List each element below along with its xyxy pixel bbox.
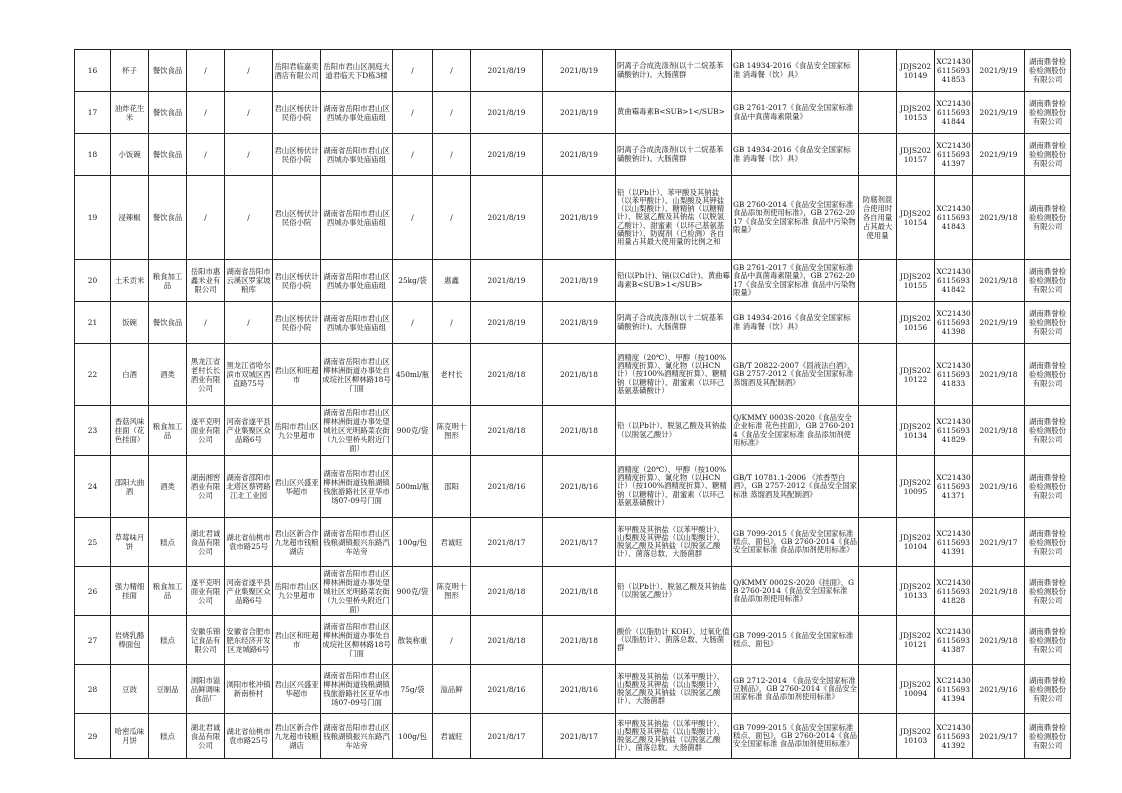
cell-testing-organization: 湖南鼎誉检验检测股份有限公司	[1025, 176, 1071, 260]
results-table-body	[75, 50, 1071, 759]
cell-seller-name: 岳阳市君山区九公里超市	[273, 406, 321, 456]
cell-test-items: 阴离子合成洗涤剂(以十二烷基苯磺酸钠计)、大肠菌群	[616, 134, 732, 176]
cell-testing-organization: 湖南鼎誉检验检测股份有限公司	[1025, 567, 1071, 616]
cell-standard: Q/KMMY 0002S-2020《挂面》，GB 2760-2014《食品安全国家标准 食品添加剂使用标准》	[732, 567, 859, 616]
cell-seller-address: 湖南省岳阳市君山区西城办事处庙庙组	[321, 134, 393, 176]
cell-production-date: 2021/8/19	[471, 92, 543, 134]
cell-sample-number: XC21430611569341853	[935, 50, 973, 92]
cell-food-category: 糕点	[149, 518, 187, 567]
table-row	[75, 665, 1071, 714]
cell-manufacturer-address: 河南省遂平县产业集聚区众品路6号	[225, 406, 273, 456]
cell-row-number: 19	[75, 176, 111, 260]
cell-production-date: 2021/8/19	[471, 176, 543, 260]
cell-production-date: 2021/8/19	[471, 134, 543, 176]
cell-product-name: 油炸花生米	[111, 92, 149, 134]
cell-product-name: 强力精细挂面	[111, 567, 149, 616]
cell-seller-address: 湖南省岳阳市君山区西城办事处庙庙组	[321, 176, 393, 260]
cell-food-category: 餐饮食品	[149, 92, 187, 134]
cell-manufacturer-name: 湖北君诚食品有限公司	[187, 518, 225, 567]
cell-food-category: 餐饮食品	[149, 176, 187, 260]
cell-row-number: 29	[75, 714, 111, 759]
cell-specification: 450ml/瓶	[393, 344, 433, 406]
cell-remark	[859, 344, 897, 406]
cell-manufacturer-name: 黑龙江省老村长长酒业有限公司	[187, 344, 225, 406]
cell-sample-number: XC21430611569341392	[935, 714, 973, 759]
cell-testing-organization: 湖南鼎誉检验检测股份有限公司	[1025, 50, 1071, 92]
cell-test-items: 铅（以Pb计）、苯甲酸及其钠盐（以苯甲酸计）、山梨酸及其钾盐（以山梨酸计）、糖精钠（以糖精计）、脱氢乙酸及其钠盐（以脱氢乙酸计）、甜蜜素（以环己基氨基磺酸计）、防腐剂（已检测）各自用量占其最大使用量的比例之和	[616, 176, 732, 260]
cell-product-name: 饭碗	[111, 302, 149, 344]
cell-seller-address: 湖南省岳阳市君山区西城办事处庙庙组	[321, 302, 393, 344]
cell-manufacturer-name: /	[187, 176, 225, 260]
cell-testing-organization: 湖南鼎誉检验检测股份有限公司	[1025, 714, 1071, 759]
cell-row-number: 22	[75, 344, 111, 406]
cell-manufacturer-name: 岳阳市惠鑫米业有限公司	[187, 260, 225, 302]
cell-sampling-date: 2021/8/16	[543, 456, 616, 518]
table-row	[75, 260, 1071, 302]
cell-test-items: 黄曲霉毒素B<SUB>1</SUB>	[616, 92, 732, 134]
cell-sampling-date: 2021/8/19	[543, 302, 616, 344]
cell-report-number: JDJS20210155	[897, 260, 935, 302]
cell-row-number: 26	[75, 567, 111, 616]
cell-seller-name: 君山区杨伏计民俗小院	[273, 260, 321, 302]
cell-seller-address: 湖南省岳阳市君山区柳林洲街道办事处自成垸社区柳林路18号门面	[321, 344, 393, 406]
table-row	[75, 302, 1071, 344]
cell-seller-address: 湖南省岳阳市君山区柳林洲街道办事处望城社区光明路菜农街（九公里桥头附近门面）	[321, 567, 393, 616]
cell-report-date: 2021/9/18	[973, 344, 1025, 406]
cell-food-category: 粮食加工品	[149, 567, 187, 616]
cell-standard: GB 2761-2017《食品安全国家标准 食品中真菌毒素限量》	[732, 92, 859, 134]
cell-report-date: 2021/9/16	[973, 665, 1025, 714]
cell-standard: GB 14934-2016《食品安全国家标准 消毒餐（饮）具》	[732, 302, 859, 344]
cell-report-date: 2021/9/19	[973, 92, 1025, 134]
cell-row-number: 18	[75, 134, 111, 176]
table-row	[75, 567, 1071, 616]
cell-manufacturer-address: 安徽省合肥市肥东经济开发区龙城路6号	[225, 616, 273, 665]
cell-seller-address: 湖南省岳阳市君山区西城办事处庙庙组	[321, 260, 393, 302]
cell-brand: 陈克明十图形	[433, 567, 471, 616]
cell-brand: 惠鑫	[433, 260, 471, 302]
cell-test-items: 苯甲酸及其钠盐（以苯甲酸计）、山梨酸及其钾盐（以山梨酸计）、脱氢乙酸及其钠盐（以脱氢乙酸计）、菌落总数、大肠菌群	[616, 518, 732, 567]
cell-seller-address: 湖南省岳阳市君山区钱粮湖镇振兴东路汽车站旁	[321, 518, 393, 567]
cell-production-date: 2021/8/19	[471, 50, 543, 92]
cell-report-number: JDJS20210122	[897, 344, 935, 406]
cell-food-category: 餐饮食品	[149, 134, 187, 176]
cell-sampling-date: 2021/8/19	[543, 260, 616, 302]
cell-remark	[859, 616, 897, 665]
cell-sampling-date: 2021/8/17	[543, 714, 616, 759]
cell-specification: 500ml/瓶	[393, 456, 433, 518]
cell-test-items: 苯甲酸及其钠盐（以苯甲酸计）、山梨酸及其钾盐（以山梨酸计）、脱氢乙酸及其钠盐（以脱氢乙酸计）、菌落总数、大肠菌群	[616, 714, 732, 759]
cell-brand: 老村长	[433, 344, 471, 406]
cell-sample-number: XC21430611569341394	[935, 665, 973, 714]
cell-report-number: JDJS20210104	[897, 518, 935, 567]
cell-row-number: 27	[75, 616, 111, 665]
cell-report-date: 2021/9/18	[973, 260, 1025, 302]
cell-production-date: 2021/8/19	[471, 260, 543, 302]
cell-test-items: 酒精度（20℃）、甲醇（按100%酒精度折算）、氰化物（以HCN计）（按100%酒精度折算）、糖精钠（以糖精计）、甜蜜素（以环己基氨基磺酸计）	[616, 344, 732, 406]
cell-sampling-date: 2021/8/18	[543, 616, 616, 665]
table-row	[75, 50, 1071, 92]
cell-seller-name: 君山区和旺超市	[273, 344, 321, 406]
cell-row-number: 23	[75, 406, 111, 456]
cell-seller-name: 君山区新合作九龙超市钱粮湖店	[273, 518, 321, 567]
cell-sample-number: XC21430611569341387	[935, 616, 973, 665]
cell-sample-number: XC21430611569341844	[935, 92, 973, 134]
cell-standard: GB 14934-2016《食品安全国家标准 消毒餐（饮）具》	[732, 50, 859, 92]
cell-specification: /	[393, 50, 433, 92]
table-row	[75, 616, 1071, 665]
cell-product-name: 豆豉	[111, 665, 149, 714]
cell-product-name: 草莓味月饼	[111, 518, 149, 567]
cell-sampling-date: 2021/8/16	[543, 665, 616, 714]
cell-report-number: JDJS20210121	[897, 616, 935, 665]
table-row	[75, 456, 1071, 518]
cell-test-items: 酸价（以脂肪计 KOH）、过氧化值（以脂肪计）、菌落总数、大肠菌群	[616, 616, 732, 665]
cell-report-number: JDJS20210103	[897, 714, 935, 759]
table-row	[75, 134, 1071, 176]
cell-seller-address: 湖南省岳阳市君山区钱粮湖镇振兴东路汽车站旁	[321, 714, 393, 759]
cell-report-number: JDJS20210149	[897, 50, 935, 92]
cell-brand: /	[433, 302, 471, 344]
cell-report-number: JDJS20210156	[897, 302, 935, 344]
cell-product-name: 香菇风味挂面（花色挂面）	[111, 406, 149, 456]
cell-report-date: 2021/9/19	[973, 302, 1025, 344]
cell-specification: 100g/包	[393, 714, 433, 759]
cell-seller-address: 湖南省岳阳市君山区柳林洲街道钱粮湖镇钱旅游路社区亚华市场07-09号门面	[321, 665, 393, 714]
cell-manufacturer-name: 安徽乐锦记食品有限公司	[187, 616, 225, 665]
table-row	[75, 518, 1071, 567]
cell-specification: /	[393, 92, 433, 134]
cell-sampling-date: 2021/8/19	[543, 176, 616, 260]
cell-sampling-date: 2021/8/18	[543, 567, 616, 616]
results-table	[74, 49, 1071, 759]
cell-product-name: 哈密瓜味月饼	[111, 714, 149, 759]
cell-manufacturer-address: /	[225, 134, 273, 176]
cell-brand: 君诚旺	[433, 518, 471, 567]
cell-food-category: 餐饮食品	[149, 50, 187, 92]
cell-seller-name: 君山区兴盛亚华超市	[273, 665, 321, 714]
cell-specification: /	[393, 134, 433, 176]
cell-sample-number: XC21430611569341398	[935, 302, 973, 344]
cell-row-number: 24	[75, 456, 111, 518]
cell-manufacturer-address: /	[225, 92, 273, 134]
cell-product-name: 白酒	[111, 344, 149, 406]
cell-standard: GB 7099-2015《食品安全国家标准 糕点、面包》	[732, 616, 859, 665]
cell-manufacturer-address: 浏阳市枨冲镇新南桥村	[225, 665, 273, 714]
cell-product-name: 小饭碗	[111, 134, 149, 176]
cell-remark	[859, 714, 897, 759]
cell-brand: /	[433, 50, 471, 92]
cell-test-items: 阴离子合成洗涤剂(以十二烷基苯磺酸钠计)、大肠菌群	[616, 302, 732, 344]
cell-brand: 陈克明十图形	[433, 406, 471, 456]
cell-sampling-date: 2021/8/19	[543, 92, 616, 134]
cell-testing-organization: 湖南鼎誉检验检测股份有限公司	[1025, 92, 1071, 134]
cell-product-name: 岩烧乳酪棒面包	[111, 616, 149, 665]
cell-test-items: 苯甲酸及其钠盐（以苯甲酸计）、山梨酸及其钾盐（以山梨酸计）、脱氢乙酸及其钠盐（以脱氢乙酸计）、大肠菌群	[616, 665, 732, 714]
cell-standard: GB 7099-2015《食品安全国家标准 糕点、面包》，GB 2760-2014《食品安全国家标准 食品添加剂使用标准》	[732, 518, 859, 567]
cell-brand: /	[433, 616, 471, 665]
cell-report-number: JDJS20210094	[897, 665, 935, 714]
cell-product-name: 浸辣椒	[111, 176, 149, 260]
cell-standard: GB 2761-2017《食品安全国家标准 食品中真菌毒素限量》，GB 2762-2017《食品安全国家标准 食品中污染物限量》	[732, 260, 859, 302]
cell-food-category: 豆制品	[149, 665, 187, 714]
cell-sampling-date: 2021/8/18	[543, 344, 616, 406]
cell-test-items: 铅（以Pb计）、脱氢乙酸及其钠盐（以脱氢乙酸计）	[616, 406, 732, 456]
cell-testing-organization: 湖南鼎誉检验检测股份有限公司	[1025, 616, 1071, 665]
cell-food-category: 粮食加工品	[149, 406, 187, 456]
cell-remark	[859, 406, 897, 456]
cell-report-number: JDJS20210134	[897, 406, 935, 456]
cell-report-number: JDJS20210157	[897, 134, 935, 176]
cell-sample-number: XC21430611569341391	[935, 518, 973, 567]
cell-standard: Q/KMMY 0003S-2020《食品安全企业标准 花色挂面》，GB 2760-2014《食品安全国家标准 食品添加剂使用标准》	[732, 406, 859, 456]
cell-test-items: 铅（以Pb计）、脱氢乙酸及其钠盐（以脱氢乙酸计）	[616, 567, 732, 616]
cell-manufacturer-address: /	[225, 50, 273, 92]
cell-report-date: 2021/9/19	[973, 50, 1025, 92]
inspection-results-sheet	[74, 49, 1066, 759]
cell-food-category: 餐饮食品	[149, 302, 187, 344]
cell-seller-name: 岳阳市君山区九公里超市	[273, 567, 321, 616]
table-row	[75, 92, 1071, 134]
cell-product-name: 土禾贡米	[111, 260, 149, 302]
cell-food-category: 粮食加工品	[149, 260, 187, 302]
cell-testing-organization: 湖南鼎誉检验检测股份有限公司	[1025, 260, 1071, 302]
table-row	[75, 406, 1071, 456]
cell-report-number: JDJS20210153	[897, 92, 935, 134]
cell-production-date: 2021/8/16	[471, 456, 543, 518]
cell-product-name: 杯子	[111, 50, 149, 92]
cell-row-number: 20	[75, 260, 111, 302]
cell-row-number: 17	[75, 92, 111, 134]
cell-manufacturer-address: /	[225, 302, 273, 344]
cell-sample-number: XC21430611569341397	[935, 134, 973, 176]
cell-specification: /	[393, 302, 433, 344]
cell-testing-organization: 湖南鼎誉检验检测股份有限公司	[1025, 665, 1071, 714]
cell-sampling-date: 2021/8/17	[543, 518, 616, 567]
cell-seller-name: 君山区杨伏计民俗小院	[273, 92, 321, 134]
table-row	[75, 176, 1071, 260]
cell-remark	[859, 92, 897, 134]
cell-standard: GB 7099-2015《食品安全国家标准 糕点、面包》，GB 2760-2014《食品安全国家标准 食品添加剂使用标准》	[732, 714, 859, 759]
cell-sampling-date: 2021/8/19	[543, 134, 616, 176]
cell-production-date: 2021/8/17	[471, 714, 543, 759]
cell-row-number: 16	[75, 50, 111, 92]
cell-remark	[859, 665, 897, 714]
cell-specification: 100g/包	[393, 518, 433, 567]
cell-manufacturer-name: /	[187, 302, 225, 344]
cell-sampling-date: 2021/8/18	[543, 406, 616, 456]
cell-seller-name: 君山区兴盛亚华超市	[273, 456, 321, 518]
cell-food-category: 酒类	[149, 456, 187, 518]
cell-specification: /	[393, 176, 433, 260]
cell-sample-number: XC21430611569341833	[935, 344, 973, 406]
cell-brand: 溢品鲜	[433, 665, 471, 714]
cell-production-date: 2021/8/19	[471, 302, 543, 344]
cell-sample-number: XC21430611569341828	[935, 567, 973, 616]
cell-seller-address: 湖南省岳阳市君山区柳林洲街道办事处望城社区光明路菜农街（九公里桥头附近门面）	[321, 406, 393, 456]
cell-testing-organization: 湖南鼎誉检验检测股份有限公司	[1025, 406, 1071, 456]
cell-brand: /	[433, 92, 471, 134]
cell-testing-organization: 湖南鼎誉检验检测股份有限公司	[1025, 456, 1071, 518]
cell-manufacturer-address: 黑龙江省哈尔滨市双城区西直路75号	[225, 344, 273, 406]
cell-manufacturer-name: /	[187, 50, 225, 92]
cell-report-date: 2021/9/18	[973, 406, 1025, 456]
cell-brand: 君诚旺	[433, 714, 471, 759]
cell-seller-address: 岳阳市君山区洞庭大道君临天下D栋3楼	[321, 50, 393, 92]
cell-food-category: 糕点	[149, 616, 187, 665]
cell-sample-number: XC21430611569341371	[935, 456, 973, 518]
cell-brand: /	[433, 176, 471, 260]
cell-product-name: 邵阳大曲酒	[111, 456, 149, 518]
table-row	[75, 714, 1071, 759]
cell-manufacturer-address: 湖北省仙桃市袁市路25号	[225, 714, 273, 759]
cell-report-number: JDJS20210133	[897, 567, 935, 616]
cell-specification: 900克/袋	[393, 406, 433, 456]
cell-test-items: 铅(以Pb计)、镉(以Cd计)、黄曲霉毒素B<SUB>1</SUB>	[616, 260, 732, 302]
cell-remark	[859, 50, 897, 92]
cell-standard: GB 14934-2016《食品安全国家标准 消毒餐（饮）具》	[732, 134, 859, 176]
cell-manufacturer-name: 浏阳市溢品鲜调味食品厂	[187, 665, 225, 714]
cell-production-date: 2021/8/18	[471, 616, 543, 665]
cell-production-date: 2021/8/18	[471, 344, 543, 406]
cell-report-number: JDJS20210095	[897, 456, 935, 518]
cell-seller-name: 岳阳君临嘉奕酒店有限公司	[273, 50, 321, 92]
cell-report-date: 2021/9/16	[973, 456, 1025, 518]
cell-sample-number: XC21430611569341842	[935, 260, 973, 302]
cell-row-number: 25	[75, 518, 111, 567]
cell-manufacturer-address: 湖南省岳阳市云溪区罗家坡粮库	[225, 260, 273, 302]
cell-seller-name: 君山区新合作九龙超市钱粮湖店	[273, 714, 321, 759]
cell-seller-name: 君山区杨伏计民俗小院	[273, 134, 321, 176]
cell-test-items: 酒精度（20℃）、甲醇（按100%酒精度折算）、氰化物（以HCN计）（按100%酒精度折算）、糖精钠（以糖精计）、甜蜜素（以环己基氨基磺酸计）	[616, 456, 732, 518]
cell-remark: 防腐剂混合使用时各自用量占其最大使用量	[859, 176, 897, 260]
cell-manufacturer-address: 河南省遂平县产业集聚区众品路6号	[225, 567, 273, 616]
cell-production-date: 2021/8/16	[471, 665, 543, 714]
cell-sampling-date: 2021/8/19	[543, 50, 616, 92]
cell-manufacturer-address: /	[225, 176, 273, 260]
cell-manufacturer-address: 湖北省仙桃市袁市路25号	[225, 518, 273, 567]
cell-seller-address: 湖南省岳阳市君山区西城办事处庙庙组	[321, 92, 393, 134]
cell-production-date: 2021/8/18	[471, 567, 543, 616]
cell-seller-address: 湖南省岳阳市君山区柳林洲街道办事处自成垸社区柳林路18号门面	[321, 616, 393, 665]
cell-seller-name: 君山区和旺超市	[273, 616, 321, 665]
cell-specification: 900克/袋	[393, 567, 433, 616]
cell-testing-organization: 湖南鼎誉检验检测股份有限公司	[1025, 302, 1071, 344]
cell-report-date: 2021/9/18	[973, 567, 1025, 616]
cell-testing-organization: 湖南鼎誉检验检测股份有限公司	[1025, 344, 1071, 406]
cell-manufacturer-name: 湖北君诚食品有限公司	[187, 714, 225, 759]
cell-row-number: 21	[75, 302, 111, 344]
cell-standard: GB/T 20822-2007《固液法白酒》，GB 2757-2012《食品安全国家标准 蒸馏酒及其配制酒》	[732, 344, 859, 406]
cell-sample-number: XC21430611569341843	[935, 176, 973, 260]
cell-remark	[859, 518, 897, 567]
cell-food-category: 糕点	[149, 714, 187, 759]
cell-manufacturer-name: 遂平克明面业有限公司	[187, 406, 225, 456]
cell-seller-address: 湖南省岳阳市君山区柳林洲街道钱粮湖镇钱旅游路社区亚华市场07-09号门面	[321, 456, 393, 518]
cell-brand: 邵阳	[433, 456, 471, 518]
cell-manufacturer-name: /	[187, 92, 225, 134]
cell-report-date: 2021/9/19	[973, 134, 1025, 176]
cell-production-date: 2021/8/17	[471, 518, 543, 567]
cell-report-date: 2021/9/18	[973, 616, 1025, 665]
cell-standard: GB/T 10781.1-2006 《浓香型白酒》，GB 2757-2012《食品安全国家标准 蒸馏酒及其配制酒》	[732, 456, 859, 518]
cell-food-category: 酒类	[149, 344, 187, 406]
cell-testing-organization: 湖南鼎誉检验检测股份有限公司	[1025, 134, 1071, 176]
cell-report-date: 2021/9/17	[973, 714, 1025, 759]
cell-report-date: 2021/9/18	[973, 176, 1025, 260]
cell-remark	[859, 134, 897, 176]
cell-report-number: JDJS20210154	[897, 176, 935, 260]
cell-remark	[859, 260, 897, 302]
cell-specification: 散装称重	[393, 616, 433, 665]
cell-standard: GB 2712-2014 《食品安全国家标准 豆制品》，GB 2760-2014《食品安全国家标准 食品添加剂使用标准》	[732, 665, 859, 714]
cell-remark	[859, 567, 897, 616]
cell-sample-number: XC21430611569341829	[935, 406, 973, 456]
cell-report-date: 2021/9/17	[973, 518, 1025, 567]
cell-row-number: 28	[75, 665, 111, 714]
cell-brand: /	[433, 134, 471, 176]
cell-remark	[859, 456, 897, 518]
cell-testing-organization: 湖南鼎誉检验检测股份有限公司	[1025, 518, 1071, 567]
table-row	[75, 344, 1071, 406]
cell-manufacturer-address: 湖南省邵阳市北塔区蔡锷路江北工业园	[225, 456, 273, 518]
cell-standard: GB 2760-2014《食品安全国家标准 食品添加剂使用标准》，GB 2762-2017《食品安全国家标准 食品中污染物限量》	[732, 176, 859, 260]
cell-test-items: 阴离子合成洗涤剂(以十二烷基苯磺酸钠计)、大肠菌群	[616, 50, 732, 92]
cell-production-date: 2021/8/18	[471, 406, 543, 456]
cell-remark	[859, 302, 897, 344]
cell-seller-name: 君山区杨伏计民俗小院	[273, 302, 321, 344]
cell-manufacturer-name: 湖南湘窖酒业有限公司	[187, 456, 225, 518]
cell-manufacturer-name: /	[187, 134, 225, 176]
cell-specification: 25kg/袋	[393, 260, 433, 302]
cell-manufacturer-name: 遂平克明面业有限公司	[187, 567, 225, 616]
cell-seller-name: 君山区杨伏计民俗小院	[273, 176, 321, 260]
cell-specification: 75g/袋	[393, 665, 433, 714]
